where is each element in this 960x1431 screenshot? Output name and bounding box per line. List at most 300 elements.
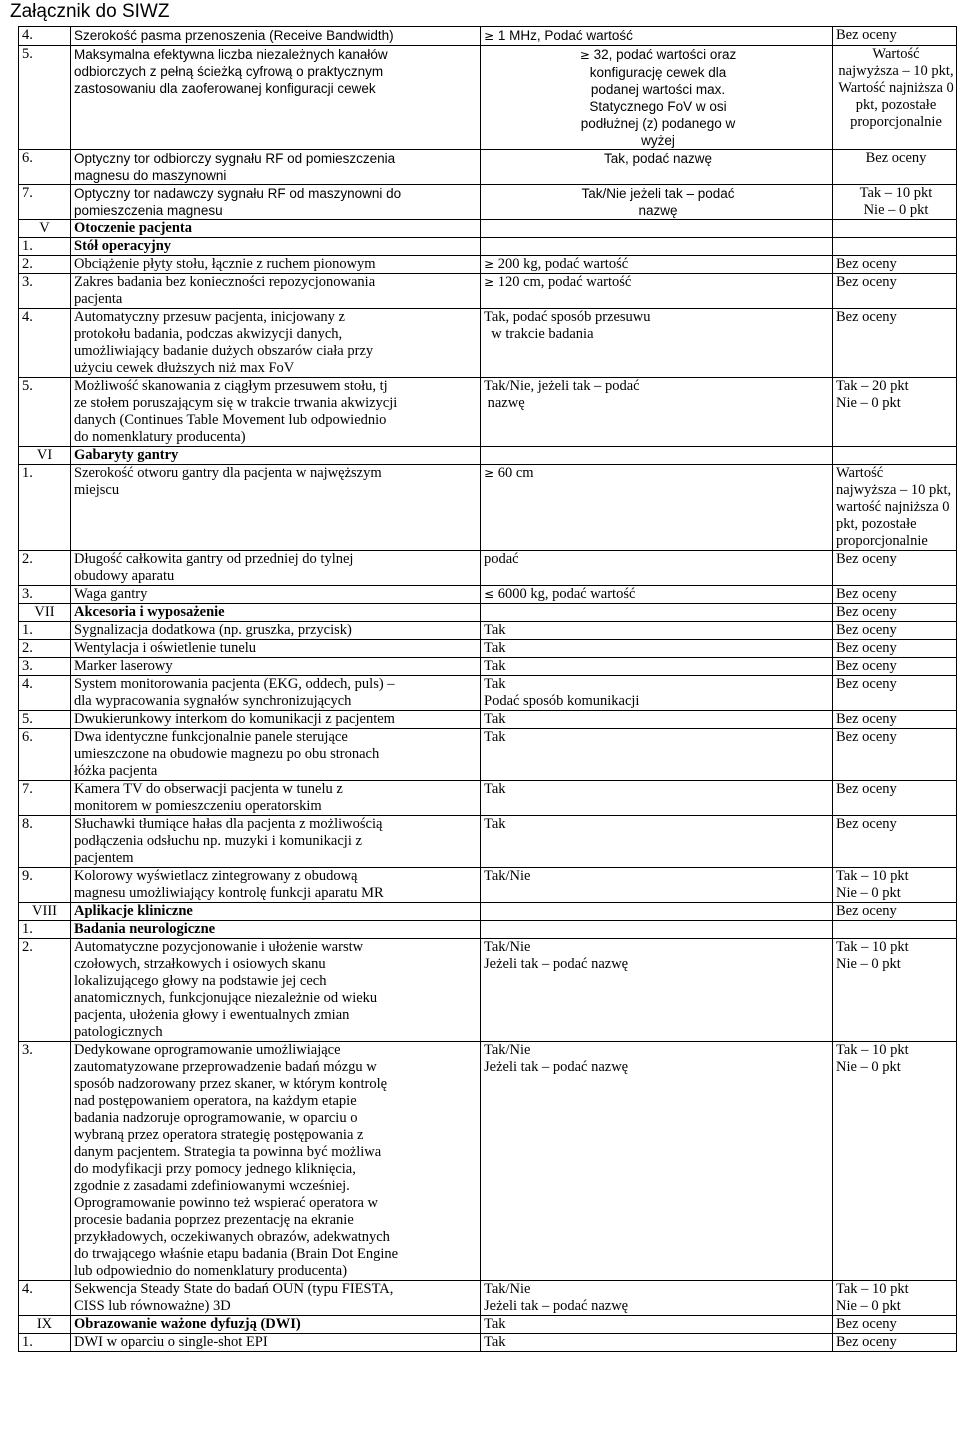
description-line: pacjenta, ułożenia głowy i ewentualnych zmian bbox=[74, 1007, 350, 1023]
description-line: użyciu cewek dłuższych niż max FoV bbox=[74, 360, 295, 376]
table-row bbox=[19, 274, 957, 309]
description-line: miejscu bbox=[74, 482, 120, 498]
requirement-text: podłużnej (z) podanego w bbox=[580, 116, 736, 131]
description-line: danym pacjentem. Strategia ta powinna być możliwa bbox=[74, 1144, 382, 1160]
parameter-description bbox=[71, 868, 481, 903]
requirement-text: Tak/Nie bbox=[484, 1281, 531, 1297]
requirement-text: 1 MHz, Podać wartość bbox=[497, 28, 633, 43]
requirement-line bbox=[484, 274, 832, 291]
requirement-text: 60 cm bbox=[497, 465, 534, 481]
table-row bbox=[19, 640, 957, 658]
description-line: System monitorowania pacjenta (EKG, oddech, puls) – bbox=[74, 676, 395, 692]
required-value bbox=[481, 676, 833, 711]
required-value bbox=[481, 781, 833, 816]
requirement-line bbox=[484, 676, 832, 693]
description-line: sposób nadzorowany przez skaner, w którym kontrolę bbox=[74, 1076, 388, 1092]
required-value bbox=[481, 1316, 833, 1334]
scoring-rule bbox=[833, 1042, 957, 1281]
scoring-rule bbox=[833, 185, 957, 220]
description-line: obudowy aparatu bbox=[74, 568, 175, 584]
required-value bbox=[481, 465, 833, 551]
section-row bbox=[19, 604, 957, 622]
description-line: odbiorczych z pełną ścieżką cyfrową o praktycznym bbox=[74, 64, 384, 79]
requirement-text: Jeżeli tak – podać nazwę bbox=[484, 956, 629, 972]
scoring-rule bbox=[833, 729, 957, 781]
score-line: Nie – 0 pkt bbox=[836, 1298, 901, 1314]
requirement-text: 6000 kg, podać wartość bbox=[497, 586, 636, 602]
item-number: 2. bbox=[19, 939, 71, 1042]
parameter-description bbox=[71, 640, 481, 658]
scoring-rule bbox=[833, 1281, 957, 1316]
description-line: Otoczenie pacjenta bbox=[74, 220, 192, 236]
score-line: Nie – 0 pkt bbox=[836, 956, 901, 972]
document-title: Załącznik do SIWZ bbox=[10, 1, 170, 22]
item-number: 9. bbox=[19, 868, 71, 903]
requirement-line bbox=[484, 395, 832, 412]
requirement-line bbox=[484, 551, 832, 568]
description-line: lub odpowiednio do nomenklatury producenta) bbox=[74, 1263, 348, 1279]
requirement-text: Tak/Nie bbox=[484, 1042, 531, 1058]
score-line: Tak – 10 pkt bbox=[836, 868, 909, 884]
item-number: 3. bbox=[19, 274, 71, 309]
description-line: protokołu badania, podczas akwizycji danych, bbox=[74, 326, 343, 342]
requirement-text: Tak/Nie jeżeli tak – podać bbox=[581, 186, 735, 201]
description-line: magnesu umożliwiający kontrolę funkcji aparatu MR bbox=[74, 885, 384, 901]
description-line: Sygnalizacja dodatkowa (np. gruszka, przycisk) bbox=[74, 622, 352, 638]
description-line: Szerokość pasma przenoszenia (Receive Bandwidth) bbox=[74, 28, 394, 43]
required-value bbox=[481, 939, 833, 1042]
section-title bbox=[71, 921, 481, 939]
score-line: Tak – 10 pkt bbox=[859, 185, 933, 201]
score-line: Bez oceny bbox=[836, 676, 897, 692]
requirement-line bbox=[484, 132, 832, 149]
requirement-line bbox=[484, 711, 832, 728]
description-line: magnesu do maszynowni bbox=[74, 168, 227, 183]
description-line: umożliwiający badanie dużych obszarów ciała przy bbox=[74, 343, 374, 359]
description-line: Możliwość skanowania z ciągłym przesuwem stołu, tj bbox=[74, 378, 388, 394]
parameter-description bbox=[71, 465, 481, 551]
score-line: Bez oceny bbox=[836, 256, 897, 272]
section-row bbox=[19, 238, 957, 256]
comparison-symbol: ≥ bbox=[484, 29, 495, 43]
section-row bbox=[19, 220, 957, 238]
parameter-description bbox=[71, 1334, 481, 1352]
requirement-line bbox=[484, 816, 832, 833]
score-line: najwyższa – 10 pkt, bbox=[836, 482, 952, 498]
parameter-description bbox=[71, 185, 481, 220]
requirement-line bbox=[484, 309, 832, 326]
description-line: do modyfikacji przy pomocy jednego kliknięcia, bbox=[74, 1161, 356, 1177]
score-line: Tak – 10 pkt bbox=[836, 939, 909, 955]
score-line: Nie – 0 pkt bbox=[836, 395, 901, 411]
description-line: Słuchawki tłumiące hałas dla pacjenta z możliwością bbox=[74, 816, 383, 832]
score-line: Wartość bbox=[836, 465, 884, 481]
requirement-line bbox=[484, 465, 832, 482]
description-line: danych (Continues Table Movement lub odpowiednio bbox=[74, 412, 387, 428]
item-number: IX bbox=[19, 1316, 71, 1334]
table-row bbox=[19, 309, 957, 378]
required-value bbox=[481, 309, 833, 378]
description-line: zgodnie z zasadami zdefiniowanymi wcześniej. bbox=[74, 1178, 350, 1194]
requirement-line bbox=[484, 115, 832, 132]
requirement-line bbox=[484, 1042, 832, 1059]
description-line: Marker laserowy bbox=[74, 658, 173, 674]
requirement-line bbox=[484, 868, 832, 885]
required-value bbox=[481, 604, 833, 622]
scoring-rule bbox=[833, 586, 957, 604]
requirement-text: nazwę bbox=[484, 395, 525, 411]
item-number: 1. bbox=[19, 622, 71, 640]
table-row bbox=[19, 1281, 957, 1316]
table-row bbox=[19, 939, 957, 1042]
score-line: proporcjonalnie bbox=[836, 533, 928, 549]
description-line: Akcesoria i wyposażenie bbox=[74, 604, 225, 620]
table-row bbox=[19, 185, 957, 220]
description-line: anatomicznych, funkcjonujące niezależnie od wieku bbox=[74, 990, 378, 1006]
parameter-description bbox=[71, 816, 481, 868]
description-line: procesie badania poprzez prezentację na ekranie bbox=[74, 1212, 354, 1228]
description-line: Obciążenie płyty stołu, łącznie z ruchem pionowym bbox=[74, 256, 376, 272]
requirement-text: konfigurację cewek dla bbox=[589, 65, 727, 80]
requirement-text: Tak bbox=[484, 1334, 506, 1350]
description-line: wybraną przez operatora strategię postępowania z bbox=[74, 1127, 364, 1143]
requirement-text: Jeżeli tak – podać nazwę bbox=[484, 1298, 629, 1314]
requirement-line bbox=[484, 1316, 832, 1333]
requirement-line bbox=[484, 64, 832, 81]
description-line: pacjentem bbox=[74, 850, 134, 866]
required-value bbox=[481, 238, 833, 256]
description-line: pacjenta bbox=[74, 291, 123, 307]
description-line: badania nadzoruje oprogramowanie, w oparciu o bbox=[74, 1110, 358, 1126]
requirement-line bbox=[484, 46, 832, 64]
item-number: 4. bbox=[19, 1281, 71, 1316]
required-value bbox=[481, 220, 833, 238]
description-line: Automatyczne pozycjonowanie i ułożenie warstw bbox=[74, 939, 364, 955]
table-row bbox=[19, 816, 957, 868]
required-value bbox=[481, 1042, 833, 1281]
table-row bbox=[19, 781, 957, 816]
item-number: 4. bbox=[19, 27, 71, 46]
score-line: Tak – 20 pkt bbox=[836, 378, 909, 394]
description-line: Dwukierunkowy interkom do komunikacji z pacjentem bbox=[74, 711, 395, 727]
description-line: Obrazowanie ważone dyfuzją (DWI) bbox=[74, 1316, 301, 1332]
required-value bbox=[481, 1334, 833, 1352]
description-line: podłączenia odsłuchu np. muzyki i komunikacji z bbox=[74, 833, 362, 849]
item-number: 5. bbox=[19, 46, 71, 150]
scoring-rule bbox=[833, 921, 957, 939]
requirement-text: Tak/Nie bbox=[484, 868, 531, 884]
score-line: Wartość bbox=[872, 46, 920, 62]
item-number: 1. bbox=[19, 1334, 71, 1352]
requirement-line bbox=[484, 658, 832, 675]
requirement-line bbox=[484, 781, 832, 798]
scoring-rule bbox=[833, 622, 957, 640]
table-row bbox=[19, 150, 957, 185]
required-value bbox=[481, 1281, 833, 1316]
required-value bbox=[481, 150, 833, 185]
requirement-line bbox=[484, 622, 832, 639]
parameter-description bbox=[71, 274, 481, 309]
parameter-description bbox=[71, 781, 481, 816]
requirement-line bbox=[484, 185, 832, 202]
requirement-line bbox=[484, 378, 832, 395]
item-number: 3. bbox=[19, 1042, 71, 1281]
item-number: VIII bbox=[19, 903, 71, 921]
requirement-text: Jeżeli tak – podać nazwę bbox=[484, 1059, 629, 1075]
comparison-symbol: ≥ bbox=[484, 275, 495, 289]
item-number: 5. bbox=[19, 711, 71, 729]
description-line: DWI w oparciu o single-shot EPI bbox=[74, 1334, 268, 1350]
table-row bbox=[19, 658, 957, 676]
description-line: przykładowych, oczekiwanych obrazów, adekwatnych bbox=[74, 1229, 390, 1245]
parameter-description bbox=[71, 676, 481, 711]
score-line: Bez oceny bbox=[836, 816, 897, 832]
required-value bbox=[481, 903, 833, 921]
description-line: zautomatyzowane przeprowadzenie badań mózgu w bbox=[74, 1059, 377, 1075]
scoring-rule bbox=[833, 447, 957, 465]
description-line: Zakres badania bez konieczności repozycjonowania bbox=[74, 274, 376, 290]
specification-table bbox=[18, 26, 957, 1352]
scoring-rule bbox=[833, 868, 957, 903]
score-line: Bez oceny bbox=[836, 274, 897, 290]
requirement-line bbox=[484, 202, 832, 219]
parameter-description bbox=[71, 729, 481, 781]
requirement-text: Tak bbox=[484, 711, 506, 727]
item-number: 2. bbox=[19, 256, 71, 274]
required-value bbox=[481, 46, 833, 150]
requirement-line bbox=[484, 98, 832, 115]
comparison-symbol: ≥ bbox=[579, 48, 590, 62]
description-line: CISS lub równoważne) 3D bbox=[74, 1298, 231, 1314]
description-line: Badania neurologiczne bbox=[74, 921, 216, 937]
scoring-rule bbox=[833, 903, 957, 921]
description-line: pomieszczenia magnesu bbox=[74, 203, 223, 218]
requirement-text: Tak bbox=[484, 622, 506, 638]
score-line: Bez oceny bbox=[865, 150, 927, 166]
requirement-text: Tak bbox=[484, 729, 506, 745]
parameter-description bbox=[71, 150, 481, 185]
required-value bbox=[481, 586, 833, 604]
comparison-symbol: ≥ bbox=[484, 466, 495, 480]
score-line: pkt, pozostałe bbox=[855, 97, 937, 113]
score-line: proporcjonalnie bbox=[850, 114, 942, 130]
requirement-line bbox=[484, 1298, 832, 1315]
required-value bbox=[481, 274, 833, 309]
required-value bbox=[481, 622, 833, 640]
requirement-text: 32, podać wartości oraz bbox=[593, 47, 737, 62]
description-line: Kamera TV do obserwacji pacjenta w tunelu z bbox=[74, 781, 343, 797]
description-line: Aplikacje kliniczne bbox=[74, 903, 193, 919]
requirement-text: Statycznego FoV w osi bbox=[589, 99, 727, 114]
description-line: Dwa identyczne funkcjonalnie panele sterujące bbox=[74, 729, 348, 745]
score-line: Bez oceny bbox=[836, 622, 897, 638]
requirement-text: Tak bbox=[484, 676, 506, 692]
scoring-rule bbox=[833, 256, 957, 274]
item-number: 7. bbox=[19, 781, 71, 816]
score-line: Bez oceny bbox=[836, 711, 897, 727]
requirement-text: Tak/Nie, jeżeli tak – podać bbox=[484, 378, 640, 394]
scoring-rule bbox=[833, 238, 957, 256]
table-row bbox=[19, 729, 957, 781]
score-line: Bez oceny bbox=[836, 658, 897, 674]
section-title bbox=[71, 604, 481, 622]
required-value bbox=[481, 640, 833, 658]
description-line: Dedykowane oprogramowanie umożliwiające bbox=[74, 1042, 341, 1058]
table-row bbox=[19, 586, 957, 604]
scoring-rule bbox=[833, 711, 957, 729]
scoring-rule bbox=[833, 676, 957, 711]
item-number: V bbox=[19, 220, 71, 238]
table-row bbox=[19, 868, 957, 903]
score-line: Bez oceny bbox=[836, 781, 897, 797]
score-line: Tak – 10 pkt bbox=[836, 1281, 909, 1297]
parameter-description bbox=[71, 711, 481, 729]
scoring-rule bbox=[833, 939, 957, 1042]
requirement-text: 120 cm, podać wartość bbox=[497, 274, 632, 290]
required-value bbox=[481, 658, 833, 676]
description-line: Optyczny tor nadawczy sygnału RF od maszynowni do bbox=[74, 186, 402, 201]
scoring-rule bbox=[833, 551, 957, 586]
description-line: Optyczny tor odbiorczy sygnału RF od pomieszczenia bbox=[74, 151, 396, 166]
requirement-text: Tak bbox=[484, 1316, 506, 1332]
description-line: łóżka pacjenta bbox=[74, 763, 158, 779]
requirement-line bbox=[484, 81, 832, 98]
section-row bbox=[19, 447, 957, 465]
requirement-text: Tak bbox=[484, 781, 506, 797]
requirement-line bbox=[484, 939, 832, 956]
requirement-text: Tak, podać sposób przesuwu bbox=[484, 309, 651, 325]
parameter-description bbox=[71, 256, 481, 274]
requirement-text: w trakcie badania bbox=[484, 326, 594, 342]
scoring-rule bbox=[833, 604, 957, 622]
requirement-text: Tak/Nie bbox=[484, 939, 531, 955]
required-value bbox=[481, 711, 833, 729]
table-row bbox=[19, 256, 957, 274]
scoring-rule bbox=[833, 378, 957, 447]
section-row bbox=[19, 903, 957, 921]
score-line: Bez oceny bbox=[836, 1334, 897, 1350]
specification-table-body bbox=[19, 27, 957, 1352]
section-title bbox=[71, 903, 481, 921]
item-number: 4. bbox=[19, 309, 71, 378]
table-row bbox=[19, 622, 957, 640]
required-value bbox=[481, 378, 833, 447]
description-line: umieszczone na obudowie magnezu po obu stronach bbox=[74, 746, 380, 762]
scoring-rule bbox=[833, 220, 957, 238]
required-value bbox=[481, 551, 833, 586]
parameter-description bbox=[71, 551, 481, 586]
description-line: Waga gantry bbox=[74, 586, 148, 602]
parameter-description bbox=[71, 622, 481, 640]
score-line: Bez oceny bbox=[836, 640, 897, 656]
item-number: 4. bbox=[19, 676, 71, 711]
item-number: 3. bbox=[19, 658, 71, 676]
requirement-line bbox=[484, 27, 832, 45]
requirement-text: Tak, podać nazwę bbox=[603, 151, 713, 166]
scoring-rule bbox=[833, 816, 957, 868]
table-row bbox=[19, 1042, 957, 1281]
requirement-line bbox=[484, 1281, 832, 1298]
scoring-rule bbox=[833, 1316, 957, 1334]
scoring-rule bbox=[833, 781, 957, 816]
description-line: Stół operacyjny bbox=[74, 238, 172, 254]
item-number: 1. bbox=[19, 921, 71, 939]
comparison-symbol: ≥ bbox=[484, 257, 495, 271]
description-line: czołowych, strzałkowych i osiowych skanu bbox=[74, 956, 326, 972]
description-line: nad postępowaniem operatora, na każdym etapie bbox=[74, 1093, 357, 1109]
item-number: 1. bbox=[19, 238, 71, 256]
scoring-rule bbox=[833, 640, 957, 658]
scoring-rule bbox=[833, 27, 957, 46]
score-line: Bez oceny bbox=[836, 309, 897, 325]
requirement-line bbox=[484, 1334, 832, 1351]
score-line: Bez oceny bbox=[836, 903, 897, 919]
requirement-text: Podać sposób komunikacji bbox=[484, 693, 640, 709]
score-line: Bez oceny bbox=[836, 604, 897, 620]
required-value bbox=[481, 256, 833, 274]
requirement-text: wyżej bbox=[641, 133, 675, 148]
requirement-text: podanej wartości max. bbox=[590, 82, 726, 97]
item-number: 5. bbox=[19, 378, 71, 447]
required-value bbox=[481, 27, 833, 46]
parameter-description bbox=[71, 27, 481, 46]
requirement-text: 200 kg, podać wartość bbox=[497, 256, 629, 272]
score-line: Bez oceny bbox=[836, 729, 897, 745]
requirement-line bbox=[484, 256, 832, 273]
table-row bbox=[19, 465, 957, 551]
item-number: 7. bbox=[19, 185, 71, 220]
table-row bbox=[19, 551, 957, 586]
requirement-line bbox=[484, 729, 832, 746]
description-line: Wentylacja i oświetlenie tunelu bbox=[74, 640, 257, 656]
score-line: Nie – 0 pkt bbox=[863, 202, 929, 218]
description-line: Szerokość otworu gantry dla pacjenta w najwęższym bbox=[74, 465, 382, 481]
parameter-description bbox=[71, 46, 481, 150]
section-title bbox=[71, 447, 481, 465]
required-value bbox=[481, 868, 833, 903]
parameter-description bbox=[71, 939, 481, 1042]
table-row bbox=[19, 378, 957, 447]
description-line: monitorem w pomieszczeniu operatorskim bbox=[74, 798, 322, 814]
parameter-description bbox=[71, 378, 481, 447]
score-line: najwyższa – 10 pkt, bbox=[838, 63, 954, 79]
description-line: do nomenklatury producenta) bbox=[74, 429, 246, 445]
comparison-symbol: ≤ bbox=[484, 587, 495, 601]
required-value bbox=[481, 729, 833, 781]
section-row bbox=[19, 1316, 957, 1334]
table-row bbox=[19, 1334, 957, 1352]
section-title bbox=[71, 1316, 481, 1334]
scoring-rule bbox=[833, 658, 957, 676]
score-line: Nie – 0 pkt bbox=[836, 1059, 901, 1075]
required-value bbox=[481, 921, 833, 939]
item-number: 8. bbox=[19, 816, 71, 868]
score-line: wartość najniższa 0 bbox=[836, 499, 950, 515]
description-line: Maksymalna efektywna liczba niezależnych kanałów bbox=[74, 47, 388, 62]
requirement-text: Tak bbox=[484, 658, 506, 674]
scoring-rule bbox=[833, 46, 957, 150]
table-row bbox=[19, 711, 957, 729]
description-line: Gabaryty gantry bbox=[74, 447, 179, 463]
required-value bbox=[481, 816, 833, 868]
score-line: Bez oceny bbox=[836, 27, 897, 43]
description-line: Oprogramowanie powinno też wspierać operatora w bbox=[74, 1195, 378, 1211]
requirement-line bbox=[484, 150, 832, 167]
parameter-description bbox=[71, 1042, 481, 1281]
requirement-line bbox=[484, 1059, 832, 1076]
scoring-rule bbox=[833, 274, 957, 309]
item-number: 3. bbox=[19, 586, 71, 604]
